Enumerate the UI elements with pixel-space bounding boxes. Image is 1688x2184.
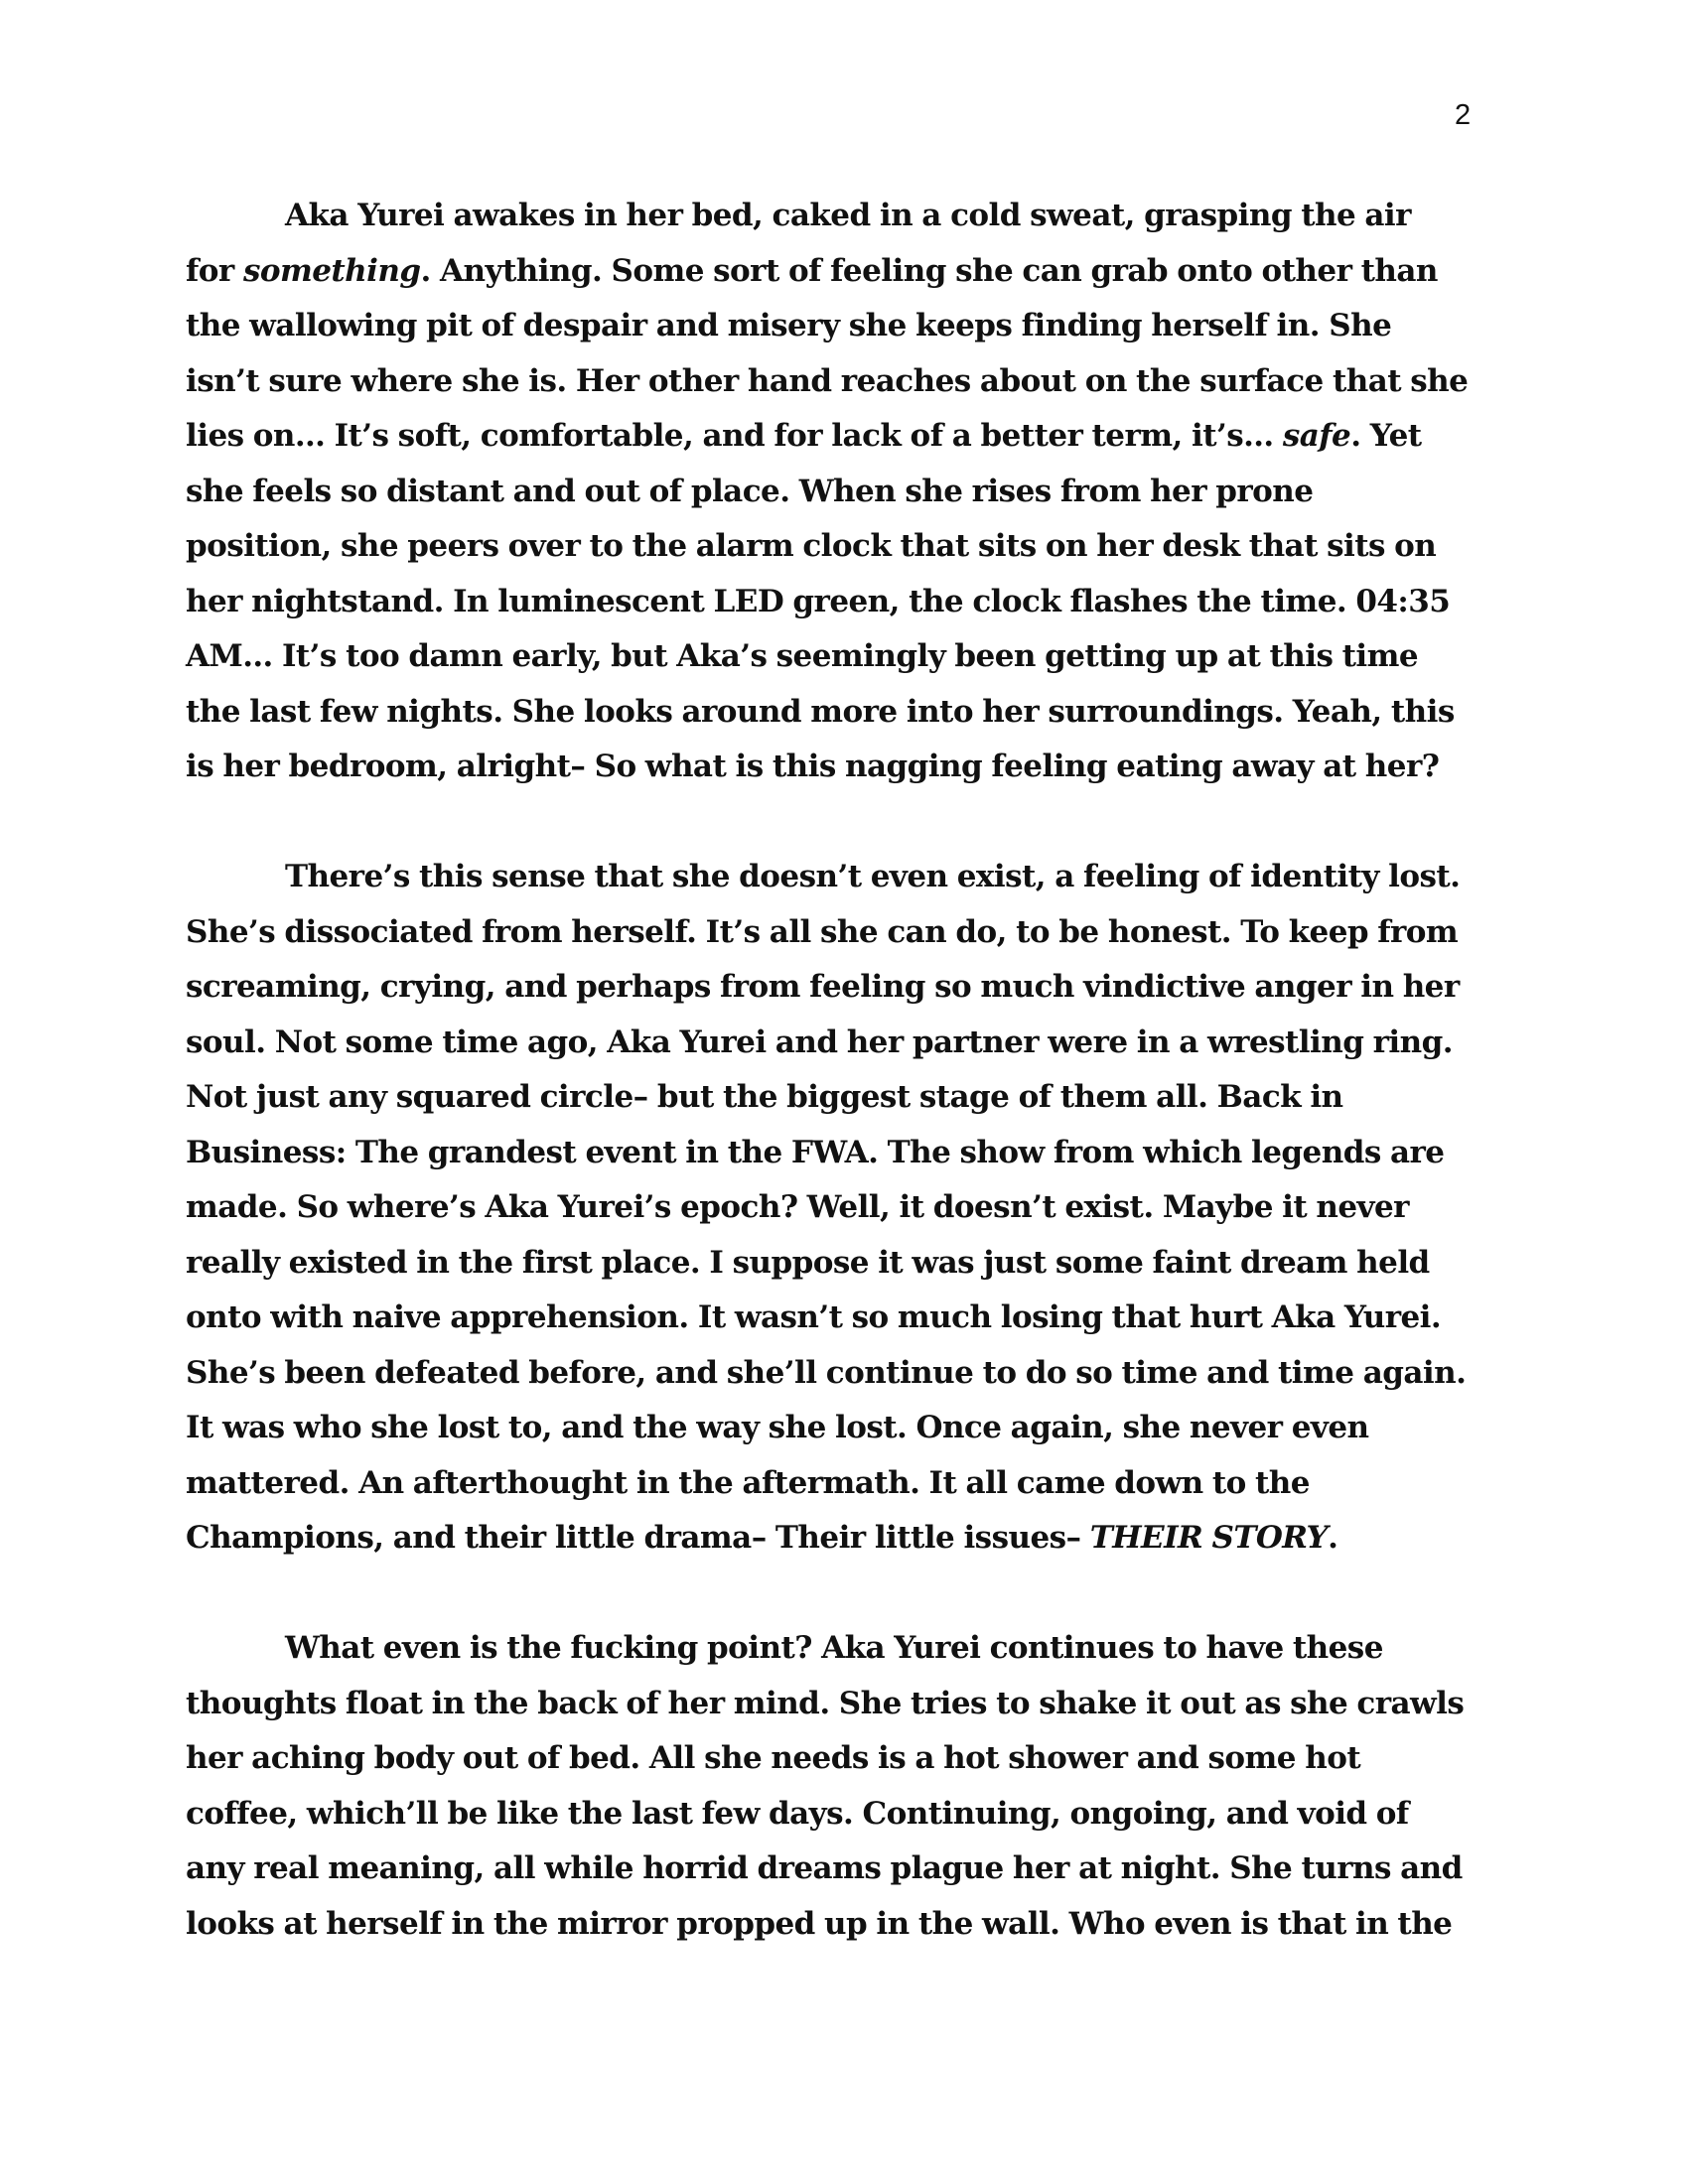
text-line <box>186 1126 1477 1181</box>
text-run: isn’t sure where she is. Her other hand reaches about on the surface that she <box>186 362 1469 399</box>
text-run: There’s this sense that she doesn’t even exist, a feeling of identity lost. <box>285 859 1461 894</box>
text-run: mattered. An afterthought in the aftermath. It all came down to the <box>186 1464 1310 1501</box>
text-line <box>186 850 1477 905</box>
text-run: onto with naive apprehension. It wasn’t so much losing that hurt Aka Yurei. <box>186 1299 1442 1335</box>
text-run: the last few nights. She looks around more into her surroundings. Yeah, this <box>186 693 1455 730</box>
text-run: screaming, crying, and perhaps from feeling so much vindictive anger in her <box>186 969 1460 1005</box>
text-line <box>186 465 1477 520</box>
text-run: soul. Not some time ago, Aka Yurei and her partner were in a wrestling ring. <box>186 1024 1453 1060</box>
text-run: coffee, which’ll be like the last few days. Continuing, ongoing, and void of <box>186 1795 1409 1832</box>
text-line <box>186 1731 1477 1787</box>
text-run: Aka Yurei awakes in her bed, caked in a cold sweat, grasping the air <box>285 198 1411 233</box>
text-line <box>186 685 1477 741</box>
text-run: her aching body out of bed. All she needs is a hot shower and some hot <box>186 1740 1361 1776</box>
text-run: lies on… It’s soft, comfortable, and for lack of a better term, it’s… <box>186 418 1283 454</box>
text-line <box>186 1346 1477 1402</box>
text-line <box>186 1180 1477 1236</box>
text-line <box>186 1016 1477 1071</box>
text-run: What even is the fucking point? Aka Yurei continues to have these <box>285 1630 1383 1666</box>
text-line <box>186 1511 1477 1567</box>
text-line <box>186 1677 1477 1732</box>
text-run: any real meaning, all while horrid dreams plague her at night. She turns and <box>186 1850 1463 1886</box>
paragraph <box>186 1621 1477 1952</box>
text-line <box>186 1897 1477 1953</box>
text-run: the wallowing pit of despair and misery she keeps finding herself in. She <box>186 308 1392 343</box>
text-run: her nightstand. In luminescent LED green, the clock flashes the time. 04:35 <box>186 583 1451 619</box>
emphasized-text: something <box>242 252 421 289</box>
emphasized-text: THEIR STORY <box>1089 1520 1329 1556</box>
text-run: is her bedroom, alright– So what is this nagging feeling eating away at her? <box>186 749 1440 784</box>
text-line <box>186 189 1477 244</box>
text-run: Champions, and their little drama– Their little issues– <box>186 1520 1090 1556</box>
paragraph <box>186 850 1477 1567</box>
text-run: Business: The grandest event in the FWA. The show from which legends are <box>186 1134 1445 1170</box>
text-line <box>186 1070 1477 1126</box>
text-line <box>186 1291 1477 1346</box>
emphasized-text: safe <box>1282 418 1351 454</box>
text-line <box>186 354 1477 410</box>
text-run: . Anything. Some sort of feeling she can grab onto other than <box>420 252 1438 289</box>
text-run: thoughts float in the back of her mind. She tries to shake it out as she crawls <box>186 1685 1465 1721</box>
text-line <box>186 629 1477 685</box>
text-run: for <box>186 252 243 289</box>
paragraph <box>186 189 1477 795</box>
text-line <box>186 519 1477 575</box>
text-run: . Yet <box>1350 418 1422 454</box>
text-line <box>186 1842 1477 1897</box>
text-run: It was who she lost to, and the way she lost. Once again, she never even <box>186 1410 1369 1445</box>
text-line <box>186 740 1477 795</box>
text-line <box>186 299 1477 354</box>
text-line <box>186 1456 1477 1512</box>
page-number: 2 <box>1455 99 1472 131</box>
text-run: position, she peers over to the alarm clock that sits on her desk that sits on <box>186 528 1437 564</box>
text-line <box>186 1236 1477 1292</box>
text-run: AM… It’s too damn early, but Aka’s seemingly been getting up at this time <box>186 638 1419 674</box>
text-run: she feels so distant and out of place. When she rises from her prone <box>186 473 1314 509</box>
text-line <box>186 1621 1477 1677</box>
text-line <box>186 1787 1477 1843</box>
text-run: Not just any squared circle– but the biggest stage of them all. Back in <box>186 1079 1343 1115</box>
text-line <box>186 244 1477 300</box>
body-text <box>186 189 1477 2007</box>
text-run: She’s been defeated before, and she’ll continue to do so time and time again. <box>186 1354 1467 1391</box>
text-run: made. So where’s Aka Yurei’s epoch? Well, it doesn’t exist. Maybe it never <box>186 1189 1409 1225</box>
text-line <box>186 1401 1477 1456</box>
text-line <box>186 409 1477 465</box>
text-run: . <box>1328 1520 1338 1556</box>
text-run: really existed in the first place. I suppose it was just some faint dream held <box>186 1244 1430 1281</box>
text-line <box>186 960 1477 1016</box>
text-run: looks at herself in the mirror propped up in the wall. Who even is that in the <box>186 1905 1453 1942</box>
text-line <box>186 575 1477 630</box>
text-line <box>186 905 1477 961</box>
text-run: She’s dissociated from herself. It’s all she can do, to be honest. To keep from <box>186 913 1459 950</box>
